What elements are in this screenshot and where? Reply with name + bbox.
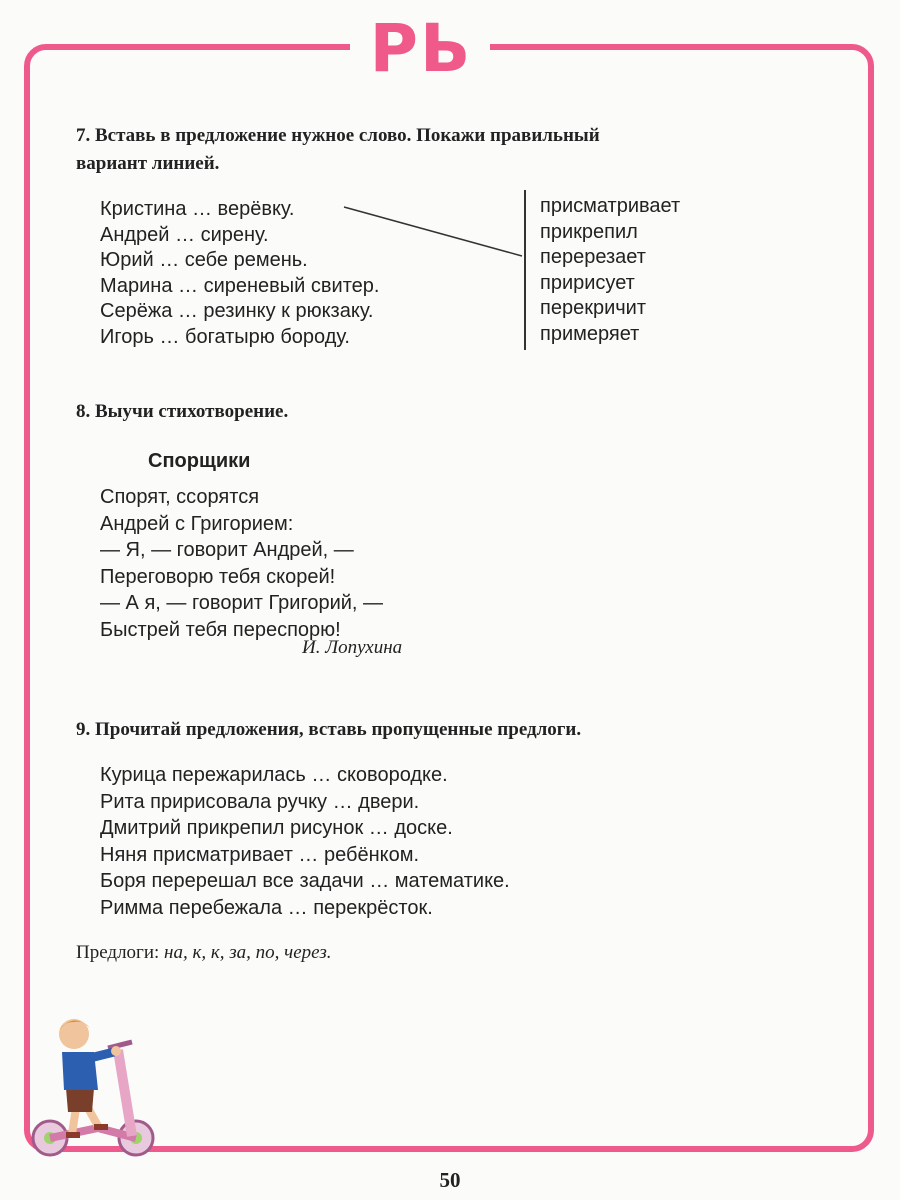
poem-title: Спорщики xyxy=(148,450,251,472)
task7-line1: 7. Вставь в предложение нужное слово. Покажи правильный xyxy=(76,125,600,146)
task9-sentence: Дмитрий прикрепил рисунок … доске. xyxy=(100,817,453,839)
task7-sentence: Кристина … верёвку. xyxy=(100,198,295,220)
header-letters: РЬ xyxy=(369,10,473,87)
task7-option: присматривает xyxy=(540,195,681,217)
poem-line: — Я, — говорит Андрей, — xyxy=(100,539,354,561)
prepositions-list: на, к, к, за, по, через. xyxy=(164,942,332,963)
poem-author: И. Лопухина xyxy=(302,637,403,658)
task9-instruction: 9. Прочитай предложения, вставь пропущенные предлоги. xyxy=(76,719,582,740)
prepositions-line xyxy=(76,942,332,964)
task7-option: пририсует xyxy=(540,271,635,294)
poem-line: Спорят, ссорятся xyxy=(100,486,260,508)
task9-sentence: Няня присматривает … ребёнком. xyxy=(100,843,420,866)
boy-on-scooter-icon xyxy=(28,1010,158,1160)
task8-instruction: 8. Выучи стихотворение. xyxy=(76,401,289,422)
poem-line: — А я, — говорит Григорий, — xyxy=(100,592,384,614)
task9-sentence: Римма перебежала … перекрёсток. xyxy=(100,896,433,919)
task7-option: перекричит xyxy=(540,297,646,319)
poem-line: Переговорю тебя скорей! xyxy=(100,565,336,588)
task9-sentences xyxy=(100,762,510,921)
task9-sentence: Рита пририсовала ручку … двери. xyxy=(100,790,420,813)
task9-sentence: Курица пережарилась … сковородке. xyxy=(100,764,448,786)
task7-sentence: Серёжа … резинку к рюкзаку. xyxy=(100,300,374,322)
task7-sentence: Марина … сиреневый свитер. xyxy=(100,274,380,297)
page-number: 50 xyxy=(439,1168,461,1192)
task7-option: перерезает xyxy=(540,246,646,268)
prepositions-label: Предлоги: xyxy=(76,942,160,963)
connector-line xyxy=(344,207,522,256)
poem xyxy=(100,484,383,643)
task7-line2: вариант линией. xyxy=(76,153,220,174)
task7-option: прикрепил xyxy=(540,220,638,243)
task9-sentence: Боря перерешал все задачи … математике. xyxy=(100,870,510,892)
poem-line: Быстрей тебя переспорю! xyxy=(100,618,341,641)
poem-line: Андрей с Григорием: xyxy=(100,512,294,535)
task7-sentence: Андрей … сирену. xyxy=(100,223,269,246)
task7-sentence: Юрий … себе ремень. xyxy=(100,249,308,271)
task7-sentence: Игорь … богатырю бороду. xyxy=(100,325,350,348)
task7-option: примеряет xyxy=(540,322,640,345)
